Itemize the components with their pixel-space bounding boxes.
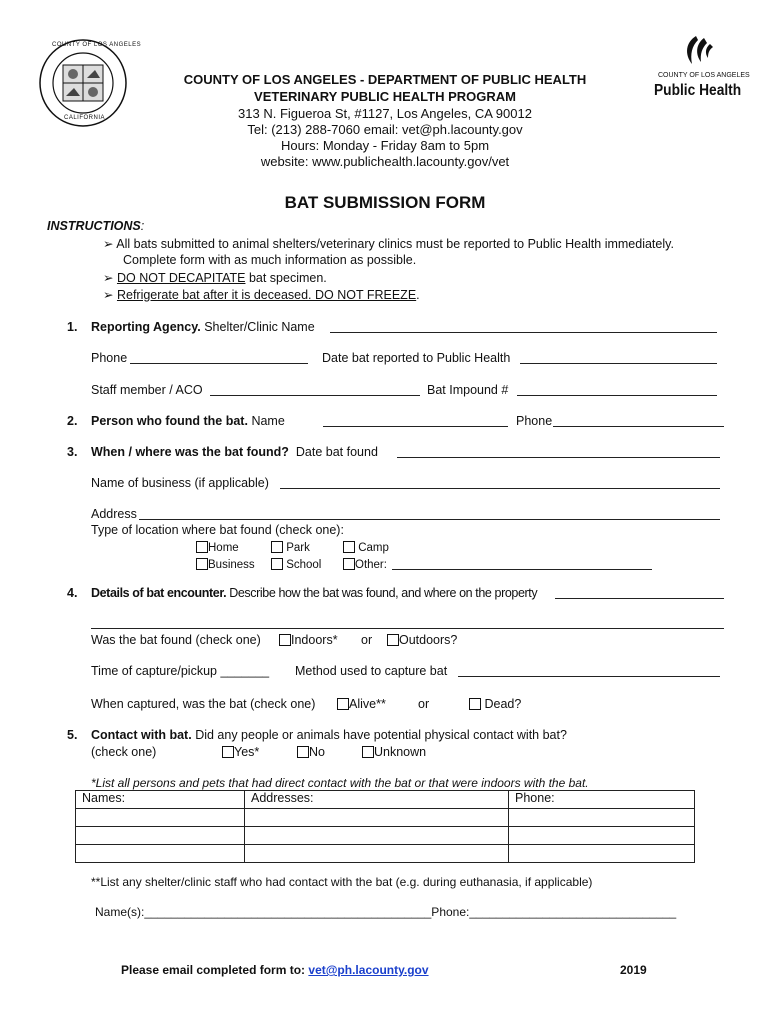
no-label: No xyxy=(309,745,325,759)
instruction-2-rest: bat specimen. xyxy=(245,271,327,285)
phone-header: Phone: xyxy=(509,791,695,809)
instruction-3 xyxy=(103,287,420,302)
staff-member-field[interactable] xyxy=(210,395,420,396)
date-reported-label: Date bat reported to Public Health xyxy=(322,351,511,365)
camp-label: Camp xyxy=(358,542,389,554)
location-park-option[interactable] xyxy=(271,541,310,554)
indoors-label: Indoors* xyxy=(291,633,338,647)
agency-phone-field[interactable] xyxy=(130,363,308,364)
contact-question: Did any people or animals have potential physical contact with bat? xyxy=(195,728,567,742)
section-1-title xyxy=(91,320,315,334)
type-location-label: Type of location where bat found (check one): xyxy=(91,523,344,537)
names-header: Names: xyxy=(76,791,245,809)
dead-checkbox[interactable] xyxy=(469,698,481,710)
other-location-field[interactable] xyxy=(392,569,652,570)
person-found-label: Person who found the bat. xyxy=(91,414,248,428)
instruction-3-rest: . xyxy=(416,288,420,302)
capture-time-label: Time of capture/pickup _______ xyxy=(91,664,270,678)
alive-option[interactable] xyxy=(337,697,386,711)
person-phone-field[interactable] xyxy=(553,426,724,427)
location-other-option[interactable] xyxy=(343,558,387,571)
staff-names-field[interactable]: Name(s):___________________________________________Phone:_______________________________ xyxy=(95,905,677,919)
or-label-1: or xyxy=(361,633,373,647)
unknown-label: Unknown xyxy=(374,745,427,759)
home-checkbox[interactable] xyxy=(196,541,208,553)
section-5-title xyxy=(91,728,567,742)
school-label: School xyxy=(286,559,322,571)
found-location-question: Was the bat found (check one) xyxy=(91,633,261,647)
shelter-name-label: Shelter/Clinic Name xyxy=(204,320,315,334)
outdoors-checkbox[interactable] xyxy=(387,634,399,646)
address-label: Address xyxy=(91,507,137,521)
capture-method-label: Method used to capture bat xyxy=(295,664,448,678)
header-website: website: www.publichealth.lacounty.gov/vet xyxy=(260,154,510,169)
section-5-number: 5. xyxy=(67,728,78,742)
instruction-2 xyxy=(103,270,327,285)
business-checkbox[interactable] xyxy=(196,558,208,570)
logo-big-text: Public Health xyxy=(654,82,742,99)
section-1-number: 1. xyxy=(67,320,78,334)
other-label: Other: xyxy=(355,559,387,571)
header-line2: VETERINARY PUBLIC HEALTH PROGRAM xyxy=(254,89,516,104)
business-name-label: Name of business (if applicable) xyxy=(91,476,269,490)
bullet-icon: ➢ xyxy=(103,271,114,285)
table-header-row xyxy=(76,791,695,809)
addresses-header: Addresses: xyxy=(245,791,509,809)
park-checkbox[interactable] xyxy=(271,541,283,553)
table-row[interactable] xyxy=(76,827,695,845)
staff-member-label: Staff member / ACO xyxy=(91,383,203,397)
staff-contact-note: **List any shelter/clinic staff who had contact with the bat (e.g. during euthanasia, if applicable) xyxy=(91,875,593,889)
or-label-2: or xyxy=(418,697,430,711)
section-4-title xyxy=(91,586,537,600)
table-cell[interactable] xyxy=(245,827,509,845)
table-row[interactable] xyxy=(76,809,695,827)
when-where-label: When / where was the bat found? xyxy=(91,445,289,459)
business-label: Business xyxy=(208,559,255,571)
outdoors-option[interactable] xyxy=(387,633,457,647)
person-name-field[interactable] xyxy=(323,426,508,427)
table-cell[interactable] xyxy=(245,845,509,863)
instructions-label-colon: : xyxy=(140,219,145,233)
instruction-2-underlined: DO NOT DECAPITATE xyxy=(116,271,246,285)
date-found-field[interactable] xyxy=(397,457,720,458)
section-3-title xyxy=(91,445,378,459)
header-address: 313 N. Figueroa St, #1127, Los Angeles, CA 90012 xyxy=(238,106,532,121)
footer-year: 2019 xyxy=(620,963,647,977)
instruction-1 xyxy=(103,236,674,251)
camp-checkbox[interactable] xyxy=(343,541,355,553)
table-cell[interactable] xyxy=(76,809,245,827)
dead-label: Dead? xyxy=(484,697,522,711)
footer-email-line xyxy=(121,963,429,977)
yes-option[interactable] xyxy=(222,745,259,759)
footer-email-link[interactable]: vet@ph.lacounty.gov xyxy=(308,963,429,977)
business-name-field[interactable] xyxy=(280,488,720,489)
bullet-icon: ➢ xyxy=(103,237,114,251)
outdoors-label: Outdoors? xyxy=(399,633,458,647)
indoors-option[interactable] xyxy=(279,633,338,647)
contacts-table xyxy=(75,790,695,863)
home-label: Home xyxy=(208,542,239,554)
header-tel: Tel: (213) 288-7060 email: vet@ph.lacounty.gov xyxy=(247,122,523,137)
dead-option[interactable] xyxy=(469,697,521,711)
no-checkbox[interactable] xyxy=(297,746,309,758)
list-contacts-note: *List all persons and pets that had direct contact with the bat or that were indoors with the bat. xyxy=(91,776,589,790)
contact-with-bat-label: Contact with bat. xyxy=(91,728,192,742)
page-title: BAT SUBMISSION FORM xyxy=(284,193,486,212)
school-checkbox[interactable] xyxy=(271,558,283,570)
details-encounter-label: Details of bat encounter. xyxy=(91,586,227,600)
bat-impound-field[interactable] xyxy=(517,395,717,396)
park-label: Park xyxy=(286,542,310,554)
table-cell[interactable] xyxy=(509,827,695,845)
other-checkbox[interactable] xyxy=(343,558,355,570)
instructions-label-text: INSTRUCTIONS xyxy=(47,219,141,233)
section-2-number: 2. xyxy=(67,414,78,428)
person-name-label: Name xyxy=(251,414,285,428)
shelter-name-field[interactable] xyxy=(330,332,717,333)
address-field[interactable] xyxy=(139,519,720,520)
seal-top-text: COUNTY OF LOS ANGELES xyxy=(52,42,142,48)
encounter-details-field[interactable] xyxy=(555,598,724,599)
header-hours: Hours: Monday - Friday 8am to 5pm xyxy=(280,138,490,153)
indoors-checkbox[interactable] xyxy=(279,634,291,646)
describe-label: Describe how the bat was found, and where on the property xyxy=(229,586,538,600)
unknown-checkbox[interactable] xyxy=(362,746,374,758)
instruction-1-line2: Complete form with as much information as possible. xyxy=(123,253,417,267)
reporting-agency-label: Reporting Agency. xyxy=(91,320,201,334)
section-4-number: 4. xyxy=(67,586,78,600)
table-cell[interactable] xyxy=(509,809,695,827)
yes-checkbox[interactable] xyxy=(222,746,234,758)
location-home-option[interactable] xyxy=(196,541,239,554)
bullet-icon: ➢ xyxy=(103,288,114,302)
logo-swoosh-icon xyxy=(678,34,718,68)
instruction-3-underlined: Refrigerate bat after it is deceased. DO NOT FREEZE xyxy=(116,288,417,302)
table-cell[interactable] xyxy=(76,845,245,863)
section-3-number: 3. xyxy=(67,445,78,459)
alive-checkbox[interactable] xyxy=(337,698,349,710)
location-business-option[interactable] xyxy=(196,558,255,571)
table-cell[interactable] xyxy=(245,809,509,827)
header-line1: COUNTY OF LOS ANGELES - DEPARTMENT OF PUBLIC HEALTH xyxy=(183,72,587,87)
table-row[interactable] xyxy=(76,845,695,863)
location-camp-option[interactable] xyxy=(343,541,389,554)
person-phone-label: Phone xyxy=(516,414,553,428)
table-cell[interactable] xyxy=(509,845,695,863)
bat-impound-label: Bat Impound # xyxy=(427,383,509,397)
phone-label: Phone xyxy=(91,351,128,365)
location-school-option[interactable] xyxy=(271,558,321,571)
table-cell[interactable] xyxy=(76,827,245,845)
date-found-label: Date bat found xyxy=(295,445,378,459)
section-2-title xyxy=(91,414,285,428)
capture-method-field[interactable] xyxy=(458,676,720,677)
captured-state-question: When captured, was the bat (check one) xyxy=(91,697,316,711)
instruction-1-text: All bats submitted to animal shelters/veterinary clinics must be reported to Public Health immediately. xyxy=(116,237,674,251)
unknown-option[interactable] xyxy=(362,745,426,759)
date-reported-field[interactable] xyxy=(520,363,717,364)
seal-bottom-text: CALIFORNIA xyxy=(64,115,106,121)
yes-label: Yes* xyxy=(234,745,260,759)
logo-small-text: COUNTY OF LOS ANGELES xyxy=(658,72,750,79)
instructions-label xyxy=(47,219,144,233)
check-one-label: (check one) xyxy=(91,745,157,759)
footer-email-prefix: Please email completed form to: xyxy=(121,963,309,977)
encounter-details-field-2[interactable] xyxy=(91,628,724,629)
alive-label: Alive** xyxy=(349,697,386,711)
no-option[interactable] xyxy=(297,745,325,759)
